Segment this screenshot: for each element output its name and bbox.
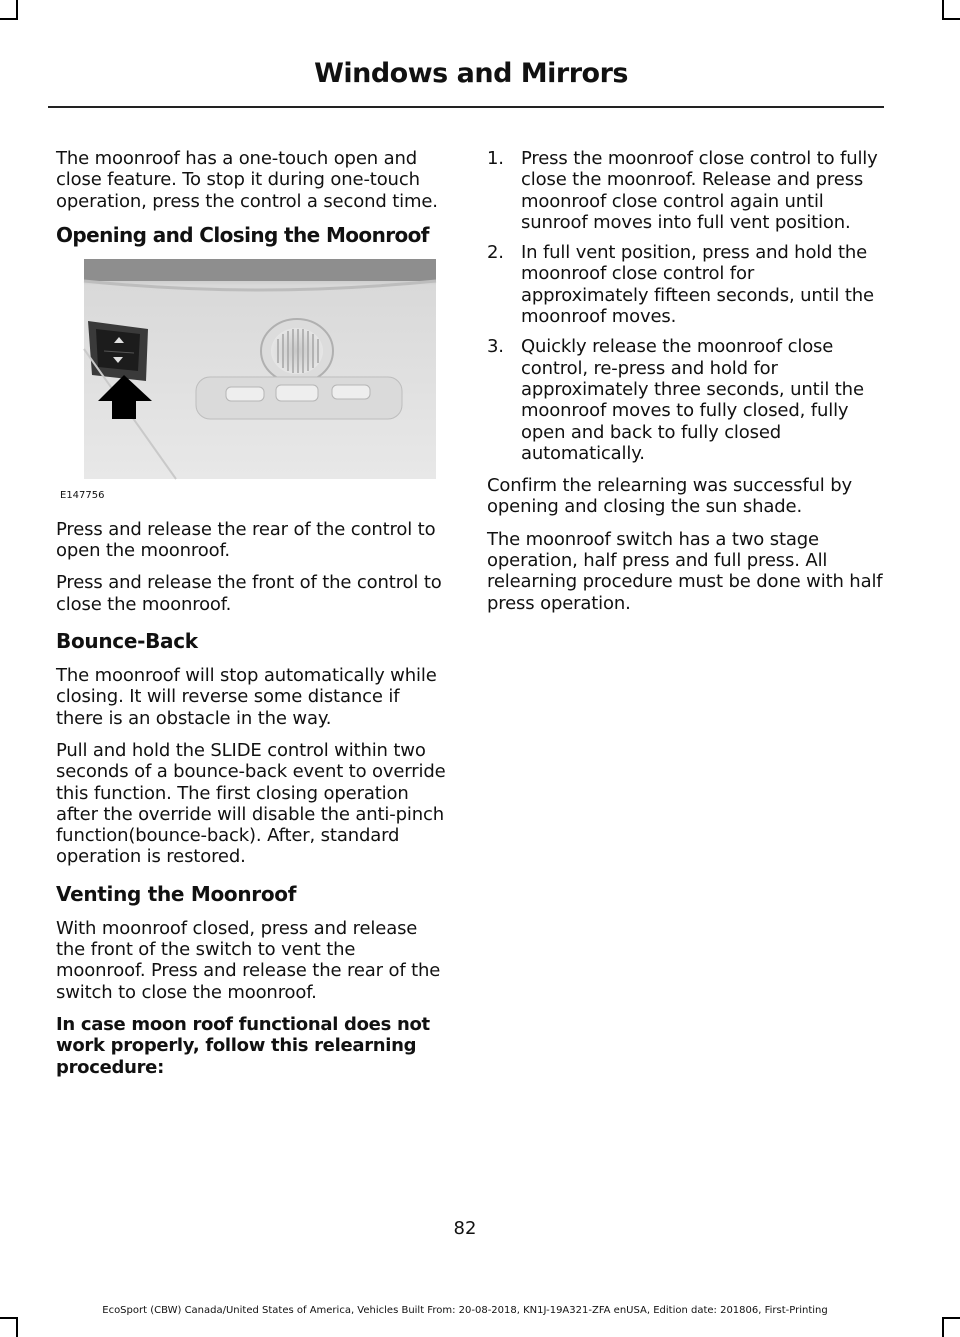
relearn-steps <box>487 148 883 464</box>
switch-paragraph: The moonroof switch has a two stage operation, half press and full press. All relearning procedure must be done with half press operation. <box>487 528 883 614</box>
crop-mark <box>942 1317 944 1337</box>
step-text: In full vent position, press and hold the moonroof close control for approximately fifteen seconds, until the moonroof moves. <box>521 242 874 328</box>
crop-mark <box>0 18 18 20</box>
confirm-paragraph: Confirm the relearning was successful by opening and closing the sun shade. <box>487 475 852 518</box>
step-number: 2. <box>487 242 504 264</box>
bounce-paragraph-1: The moonroof will stop automatically while closing. It will reverse some distance if there is an obstacle in the way. <box>56 665 437 729</box>
step-text: Press the moonroof close control to fully close the moonroof. Release and press moonroof close control again until sunroof moves into full vent position. <box>521 148 878 233</box>
relearn-intro: In case moon roof functional does not work properly, follow this relearning procedure: <box>56 1013 430 1078</box>
crop-mark <box>0 1317 18 1319</box>
figure-code: E147756 <box>60 489 105 501</box>
step-number: 1. <box>487 148 504 169</box>
list-item <box>487 336 883 464</box>
left-column <box>56 148 448 1078</box>
step-number: 3. <box>487 336 504 358</box>
intro-paragraph: The moonroof has a one-touch open and close feature. To stop it during one-touch operation, press the control a second time. <box>56 148 438 212</box>
crop-mark <box>942 18 960 20</box>
open-instruction: Press and release the rear of the control to open the moonroof. <box>56 518 436 562</box>
list-item <box>487 242 883 327</box>
page-title: Windows and Mirrors <box>314 58 628 89</box>
footer-text: EcoSport (CBW) Canada/United States of America, Vehicles Built From: 20-08-2018, KN1J-19A321-ZFA enUSA, Edition date: 201806, First-Printing <box>102 1305 828 1316</box>
heading-bounce-back: Bounce-Back <box>56 629 198 654</box>
page-number: 82 <box>453 1218 477 1239</box>
list-item <box>487 148 883 233</box>
crop-mark <box>16 0 18 20</box>
moonroof-control-figure <box>56 259 448 499</box>
header-divider <box>48 106 884 108</box>
heading-venting: Venting the Moonroof <box>56 881 297 906</box>
step-text: Quickly release the moonroof close control, re-press and hold for approximately three seconds, until the moonroof moves to fully closed, fully open and back to fully closed automatically. <box>521 336 864 464</box>
crop-mark <box>942 0 944 20</box>
venting-paragraph: With moonroof closed, press and release the front of the switch to vent the moonroof. Press and release the rear of the switch to close the moonroof. <box>56 917 441 1003</box>
heading-opening-closing: Opening and Closing the Moonroof <box>56 222 429 247</box>
crop-mark <box>16 1317 18 1337</box>
close-instruction: Press and release the front of the control to close the moonroof. <box>56 572 442 615</box>
bounce-paragraph-2: Pull and hold the SLIDE control within two seconds of a bounce-back event to override this function. The first closing operation after the override will disable the anti-pinch function(bounce-back). After, standard operation is restored. <box>56 739 446 868</box>
crop-mark <box>942 1317 960 1319</box>
moonroof-control-illustration <box>56 259 448 499</box>
right-column <box>487 148 883 625</box>
